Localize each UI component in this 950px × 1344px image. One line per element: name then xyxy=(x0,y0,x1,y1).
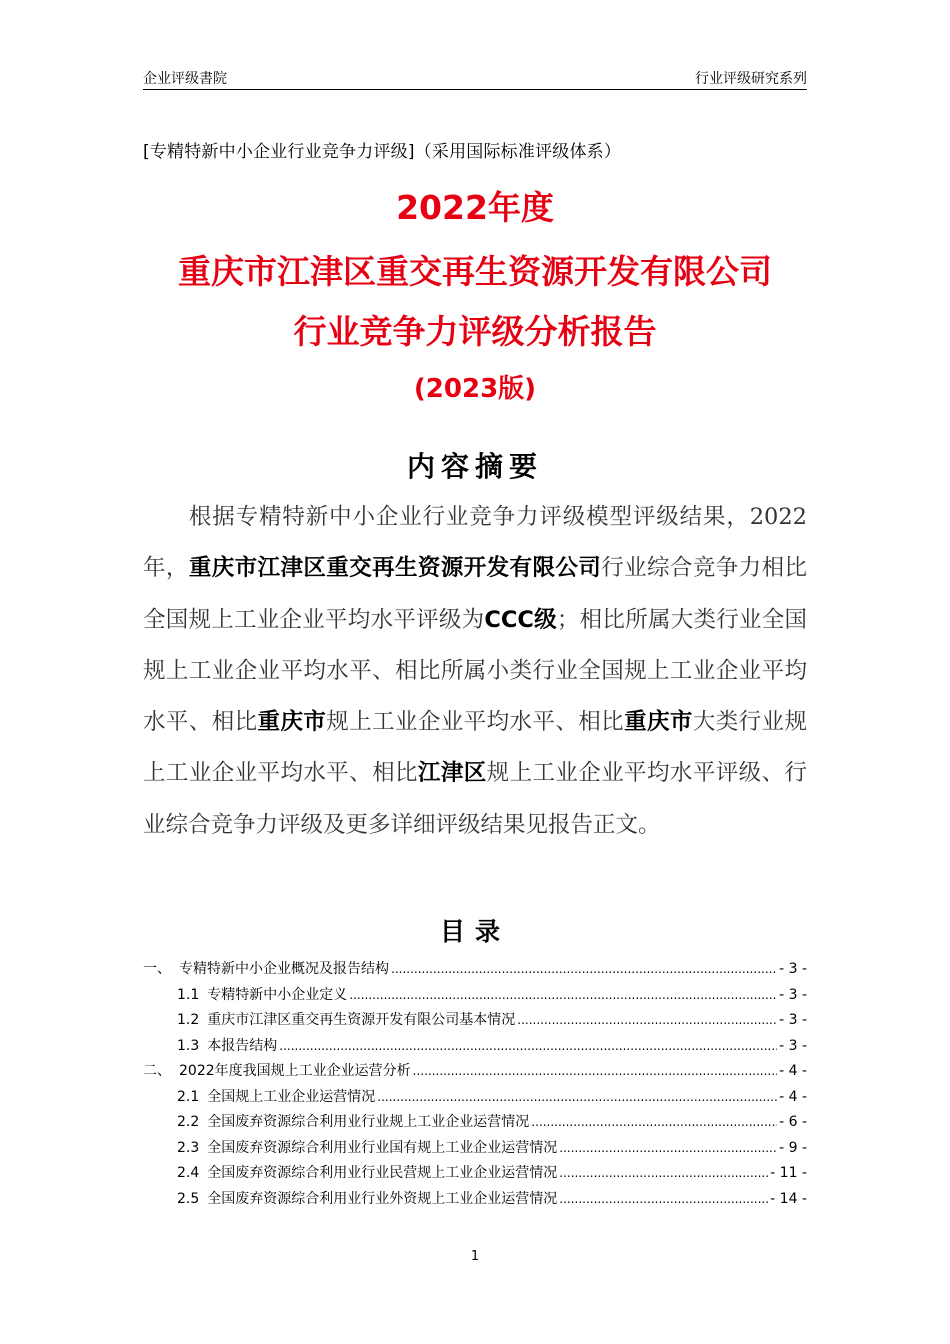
abstract-city-2: 重庆市 xyxy=(624,709,693,736)
toc-leader-dots xyxy=(349,988,777,1002)
abstract-text-2: 行业综合竞争力相比全国规上工业企业平均水平评级为 xyxy=(143,555,807,633)
toc-entry[interactable] xyxy=(143,984,807,1010)
toc-entry-title: 全国规上工业企业运营情况 xyxy=(207,1088,376,1105)
toc-entry-page: - 4 - xyxy=(779,1063,807,1079)
toc-entry-number: 一、 xyxy=(143,961,171,977)
title-year: 2022年度 xyxy=(396,188,554,227)
toc-entry-title: 2022年度我国规上工业企业运营分析 xyxy=(179,1063,411,1079)
toc-leader-dots xyxy=(377,1090,777,1104)
title-company: 重庆市江津区重交再生资源开发有限公司 xyxy=(178,252,772,291)
toc-entry[interactable] xyxy=(143,958,807,984)
toc-entry-page: - 6 - xyxy=(779,1114,807,1130)
header-right-text: 行业评级研究系列 xyxy=(695,71,807,87)
toc-entry-number: 2.4 xyxy=(177,1165,200,1181)
toc-entry-page: - 3 - xyxy=(779,1037,807,1054)
toc-entry-number: 2.1 xyxy=(177,1088,200,1105)
toc-leader-dots xyxy=(559,1166,768,1180)
toc-entry-page: - 14 - xyxy=(770,1190,807,1207)
toc-entry-page: - 3 - xyxy=(779,1012,807,1028)
toc-entry[interactable] xyxy=(143,1086,807,1112)
toc-entry-page: - 9 - xyxy=(779,1139,807,1156)
title-report: 行业竞争力评级分析报告 xyxy=(293,312,657,351)
toc-entry-number: 1.3 xyxy=(177,1037,200,1054)
toc-entry-number: 1.2 xyxy=(177,1012,200,1028)
toc-entry[interactable] xyxy=(143,1188,807,1214)
toc-entry-page: - 3 - xyxy=(779,961,807,977)
toc-leader-dots xyxy=(559,1141,777,1155)
abstract-district: 江津区 xyxy=(417,760,487,787)
rating-category-label: [专精特新中小企业行业竞争力评级]（采用国际标准评级体系） xyxy=(143,142,622,162)
toc-entry-number: 2.5 xyxy=(177,1190,200,1207)
toc-entry-title: 本报告结构 xyxy=(207,1037,278,1054)
abstract-text-5: 大类行业规上工业企业平均水平、相比 xyxy=(143,709,807,787)
toc-entry-title: 专精特新中小企业定义 xyxy=(207,986,348,1003)
toc-entry-title: 全国废弃资源综合利用业行业规上工业企业运营情况 xyxy=(207,1114,530,1130)
toc-entry-page: - 11 - xyxy=(770,1165,807,1181)
toc-entry-number: 2.3 xyxy=(177,1139,200,1156)
toc-entry-title: 专精特新中小企业概况及报告结构 xyxy=(179,961,389,977)
toc-entry-title: 全国废弃资源综合利用业行业民营规上工业企业运营情况 xyxy=(207,1165,558,1181)
toc-entry-number: 1.1 xyxy=(177,986,200,1003)
abstract-heading: 内容摘要 xyxy=(406,450,543,483)
toc-entry-page: - 4 - xyxy=(779,1088,807,1105)
toc-entry-title: 重庆市江津区重交再生资源开发有限公司基本情况 xyxy=(207,1012,516,1028)
title-version: (2023版) xyxy=(413,374,537,404)
abstract-city-1: 重庆市 xyxy=(257,709,327,736)
toc-heading: 目录 xyxy=(439,917,510,946)
toc-entry-number: 二、 xyxy=(143,1063,171,1079)
toc-entry-title: 全国废弃资源综合利用业行业外资规上工业企业运营情况 xyxy=(207,1190,558,1207)
abstract-text-6: 规上工业企业平均水平评级、行业综合竞争力评级及更多详细评级结果见报告正文。 xyxy=(143,760,807,838)
toc-leader-dots xyxy=(279,1039,777,1053)
toc-entry[interactable] xyxy=(143,1162,807,1188)
abstract-text-1: 根据专精特新中小企业行业竞争力评级模型评级结果，2022年， xyxy=(143,504,807,582)
page-number: 1 xyxy=(470,1249,480,1264)
toc-entry[interactable] xyxy=(143,1035,807,1061)
table-of-contents xyxy=(143,958,807,1213)
toc-entry-number: 2.2 xyxy=(177,1114,200,1130)
toc-leader-dots xyxy=(531,1115,777,1129)
abstract-text-3: ；相比所属大类行业全国规上工业企业平均水平、相比所属小类行业全国规上工业企业平均水平、相比 xyxy=(143,606,807,736)
toc-entry-page: - 3 - xyxy=(779,986,807,1003)
toc-entry[interactable] xyxy=(143,1060,807,1086)
toc-leader-dots xyxy=(413,1064,777,1078)
abstract-text-4: 规上工业企业平均水平、相比 xyxy=(326,709,625,736)
header-divider xyxy=(143,89,807,90)
toc-entry[interactable] xyxy=(143,1111,807,1137)
abstract-paragraph xyxy=(143,492,807,851)
abstract-grade: CCC级 xyxy=(484,606,557,633)
toc-leader-dots xyxy=(517,1013,777,1027)
toc-leader-dots xyxy=(559,1192,768,1206)
toc-leader-dots xyxy=(391,962,777,976)
abstract-company: 重庆市江津区重交再生资源开发有限公司 xyxy=(188,555,602,582)
header-left-text: 企业评级書院 xyxy=(143,71,227,87)
toc-entry[interactable] xyxy=(143,1137,807,1163)
toc-entry-title: 全国废弃资源综合利用业行业国有规上工业企业运营情况 xyxy=(207,1139,558,1156)
toc-entry[interactable] xyxy=(143,1009,807,1035)
